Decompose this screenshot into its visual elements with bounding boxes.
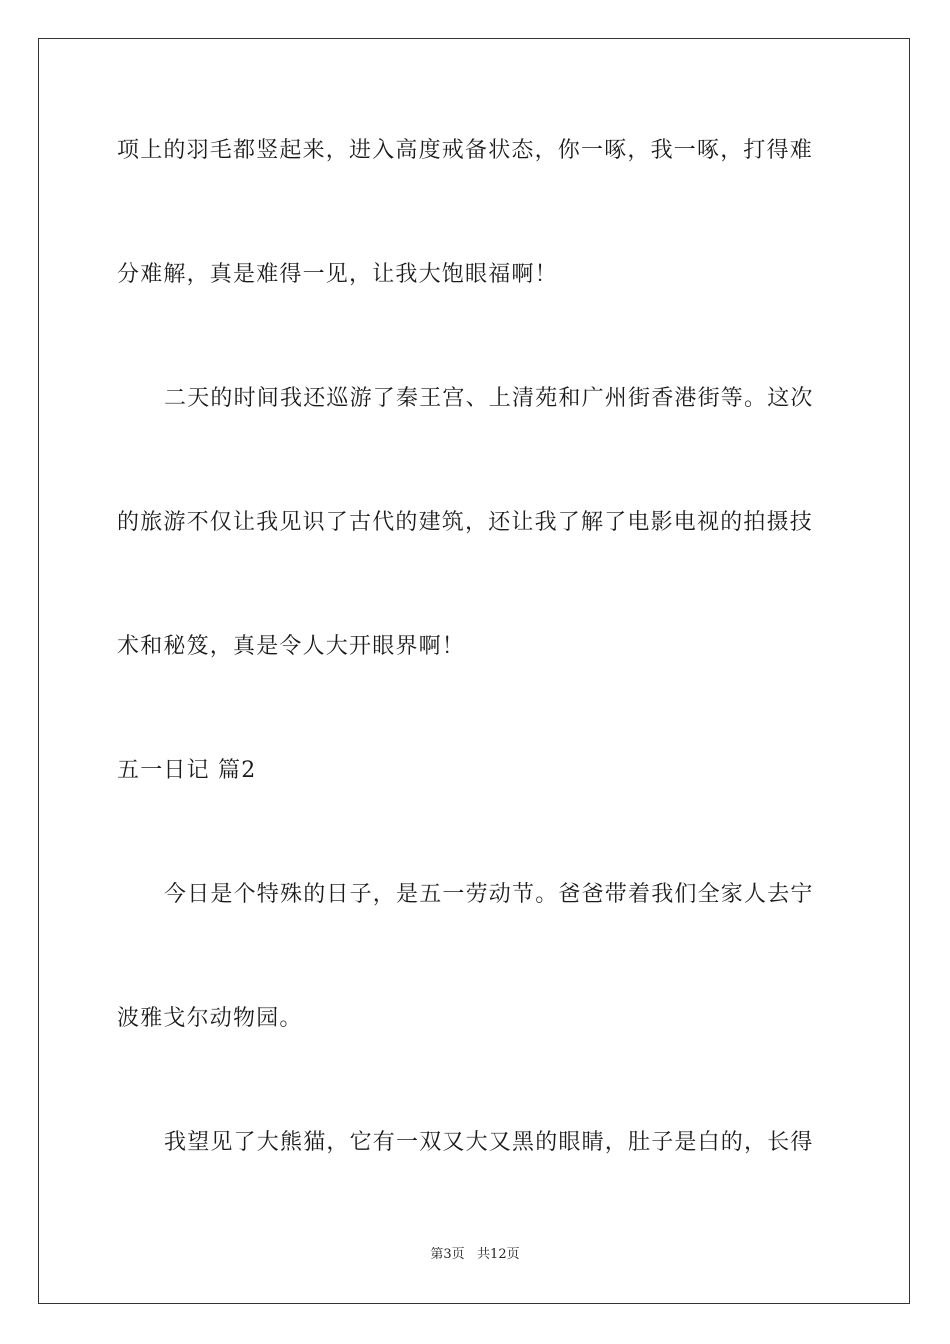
body-text-line-6: 今日是个特殊的日子，是五一劳动节。爸爸带着我们全家人去宁 — [164, 882, 814, 907]
page-number-footer: 第3页 共12页 — [430, 1247, 520, 1262]
section-heading: 五一日记 篇2 — [117, 758, 257, 783]
body-text-line-5: 术和秘笈，真是令人大开眼界啊！ — [117, 634, 466, 659]
body-text-line-3: 二天的时间我还巡游了秦王宫、上清苑和广州街香港街等。这次 — [164, 386, 814, 411]
body-text-line-4: 的旅游不仅让我见识了古代的建筑，还让我了解了电影电视的拍摄技 — [117, 510, 814, 535]
body-text-line-1: 项上的羽毛都竖起来，进入高度戒备状态，你一啄，我一啄，打得难 — [117, 138, 814, 163]
body-text-line-2: 分难解，真是难得一见，让我大饱眼福啊！ — [117, 262, 558, 287]
page-border — [38, 38, 910, 1304]
body-text-line-7: 波雅戈尔动物园。 — [117, 1006, 303, 1031]
body-text-line-8: 我望见了大熊猫，它有一双又大又黑的眼睛，肚子是白的，长得 — [164, 1130, 814, 1155]
